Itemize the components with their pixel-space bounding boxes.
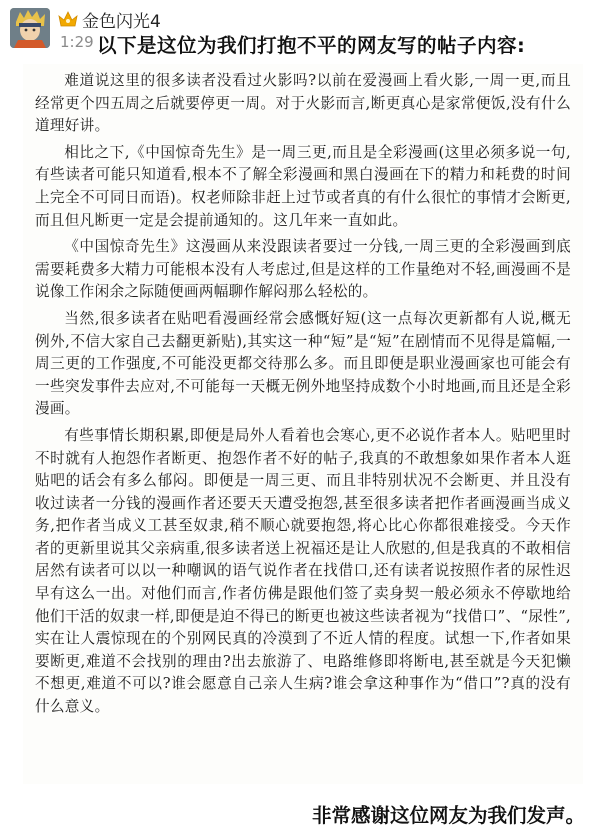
article-paragraph: 《中国惊奇先生》这漫画从来没跟读者要过一分钱,一周三更的全彩漫画到底需要耗费多大精力可能根本没有人考虑过,但是这样的工作量绝对不轻,画漫画不是说像工作闲余之际随便画两幅聊作解闷那么轻松的。: [35, 238, 571, 301]
crown-badge-icon: [58, 10, 78, 28]
username[interactable]: 金色闪光4: [82, 11, 161, 32]
article-paragraph: 相比之下,《中国惊奇先生》是一周三更,而且是全彩漫画(这里必须多说一句,有些读者可能只知道看,根本不了解全彩漫画和黑白漫画在下的精力和耗费的时间上完全不可同日而语)。权老师除非赶上过节或者真的有什么很忙的事情才会断更,而且但凡断更一定是会提前通知的。这几年来一直如此。: [35, 143, 571, 229]
avatar[interactable]: [10, 8, 50, 48]
user-row: [58, 8, 161, 30]
article-image[interactable]: [23, 64, 583, 784]
post-header: [0, 0, 599, 62]
post-time: 1:29: [60, 33, 94, 51]
avatar-image: [10, 8, 50, 48]
post-footer-text: 非常感谢这位网友为我们发声。: [311, 804, 585, 827]
post-headline: 以下是这位为我们打抱不平的网友写的帖子内容:: [97, 34, 526, 57]
article-body: [35, 70, 571, 723]
article-paragraph: 当然,很多读者在贴吧看漫画经常会感慨好短(这一点每次更新都有人说,概无例外,不信大家自己去翻更新贴),其实这一种“短”是“短”在剧情而不见得是篇幅,一周三更的工作强度,不可能没更都交待那么多。而且即便是职业漫画家也可能会有一些突发事件去应对,不可能每一天概无例外地坚持成数个小时地画,而且还是全彩漫画。: [35, 309, 571, 418]
article-paragraph: 难道说这里的很多读者没看过火影吗?以前在爱漫画上看火影,一周一更,而且经常更个四五周之后就要停更一周。对于火影而言,断更真心是家常便饭,没有什么道理好讲。: [35, 72, 571, 135]
article-paragraph: 有些事情长期积累,即便是局外人看着也会寒心,更不必说作者本人。贴吧里时不时就有人抱怨作者断更、抱怨作者不好的帖子,我真的不敢想象如果作者本人逛贴吧的话会有多么郁闷。即便是一周三更、而且非特别状况不会断更、并且没有收过读者一分钱的漫画作者还要天天遭受抱怨,甚至很多读者把作者画漫画当成义务,把作者当成义工甚至奴隶,稍不顺心就要抱怨,将心比心你都很难接受。今天作者的更新里说其父亲病重,很多读者送上祝福还是让人欣慰的,但是我真的不敢相信居然有读者可以以一种嘲讽的语气说作者在找借口,还有读者说按照作者的尿性迟早有这么一出。对他们而言,作者仿佛是跟他们签了卖身契一般必须永不停歇地给他们干活的奴隶一样,即便是迫不得已的断更也被这些读者视为“找借口”、“尿性”,实在让人震惊现在的个别网民真的冷漠到了不近人情的程度。试想一下,作者如果要断更,难道不会找别的理由?出去旅游了、电路维修即将断电,甚至就是今天犯懒不想更,难道不可以?谁会愿意自己亲人生病?谁会拿这种事作为“借口”?真的没有什么意义。: [35, 426, 571, 716]
